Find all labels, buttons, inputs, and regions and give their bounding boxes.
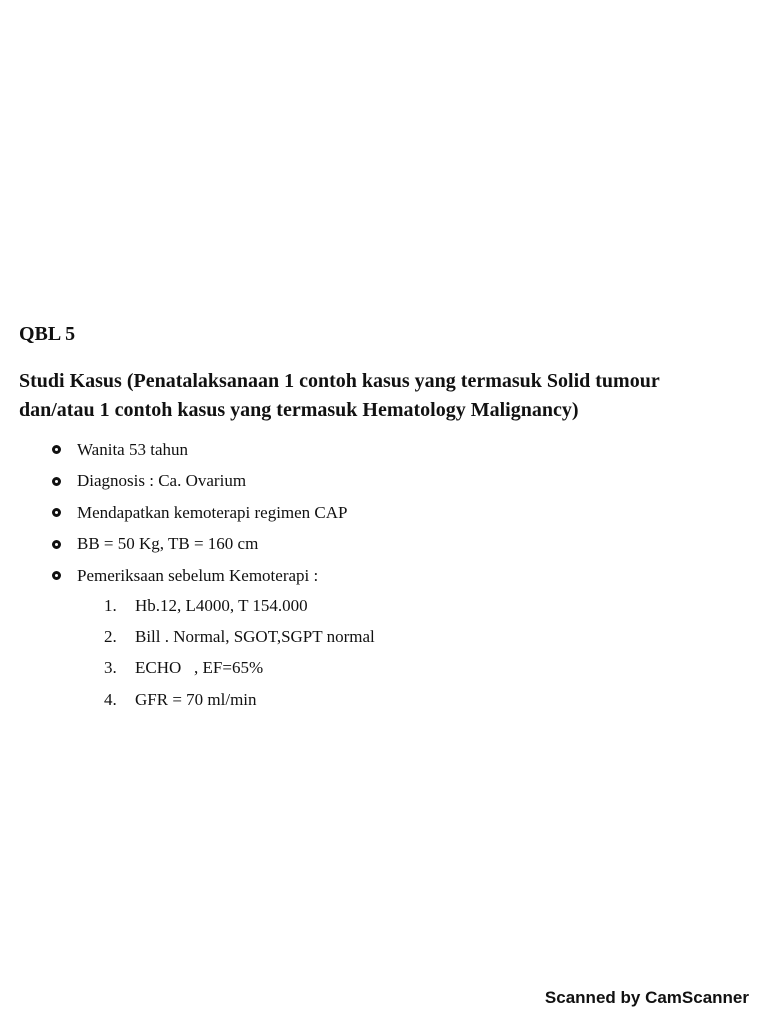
document-heading: QBL 5 [19,323,76,345]
title-line: dan/atau 1 contoh kasus yang termasuk Hematology Malignancy) [19,399,579,421]
item-number: 1. [104,595,117,615]
patient-info-list [52,434,348,592]
item-text: GFR = 70 ml/min [135,689,257,709]
title-line: Studi Kasus (Penatalaksanaan 1 contoh kasus yang termasuk Solid tumour [19,370,660,392]
item-number: 2. [104,626,117,646]
item-text: Hb.12, L4000, T 154.000 [135,595,308,615]
list-item-text: Wanita 53 tahun [77,439,188,459]
bullet-icon [52,571,61,580]
scanner-watermark: Scanned by CamScanner [544,988,749,1007]
pre-chemo-exam-list [104,590,375,715]
numbered-item [104,684,375,715]
bullet-icon [52,540,61,549]
list-item [52,497,348,529]
bullet-icon [52,445,61,454]
numbered-item [104,653,375,684]
list-item [52,466,348,498]
numbered-item [104,621,375,652]
list-item [52,529,348,561]
numbered-item [104,590,375,621]
list-item-text: BB = 50 Kg, TB = 160 cm [77,534,259,554]
item-number: 3. [104,658,117,678]
bullet-icon [52,477,61,486]
item-text: ECHO , EF=65% [135,658,264,678]
case-study-title [19,367,759,425]
list-item-text: Mendapatkan kemoterapi regimen CAP [77,502,348,522]
bullet-icon [52,508,61,517]
item-text: Bill . Normal, SGOT,SGPT normal [135,626,375,646]
list-item [52,434,348,466]
list-item [52,560,348,592]
item-number: 4. [104,689,117,709]
list-item-text: Diagnosis : Ca. Ovarium [77,471,247,491]
list-item-text: Pemeriksaan sebelum Kemoterapi : [77,565,319,585]
